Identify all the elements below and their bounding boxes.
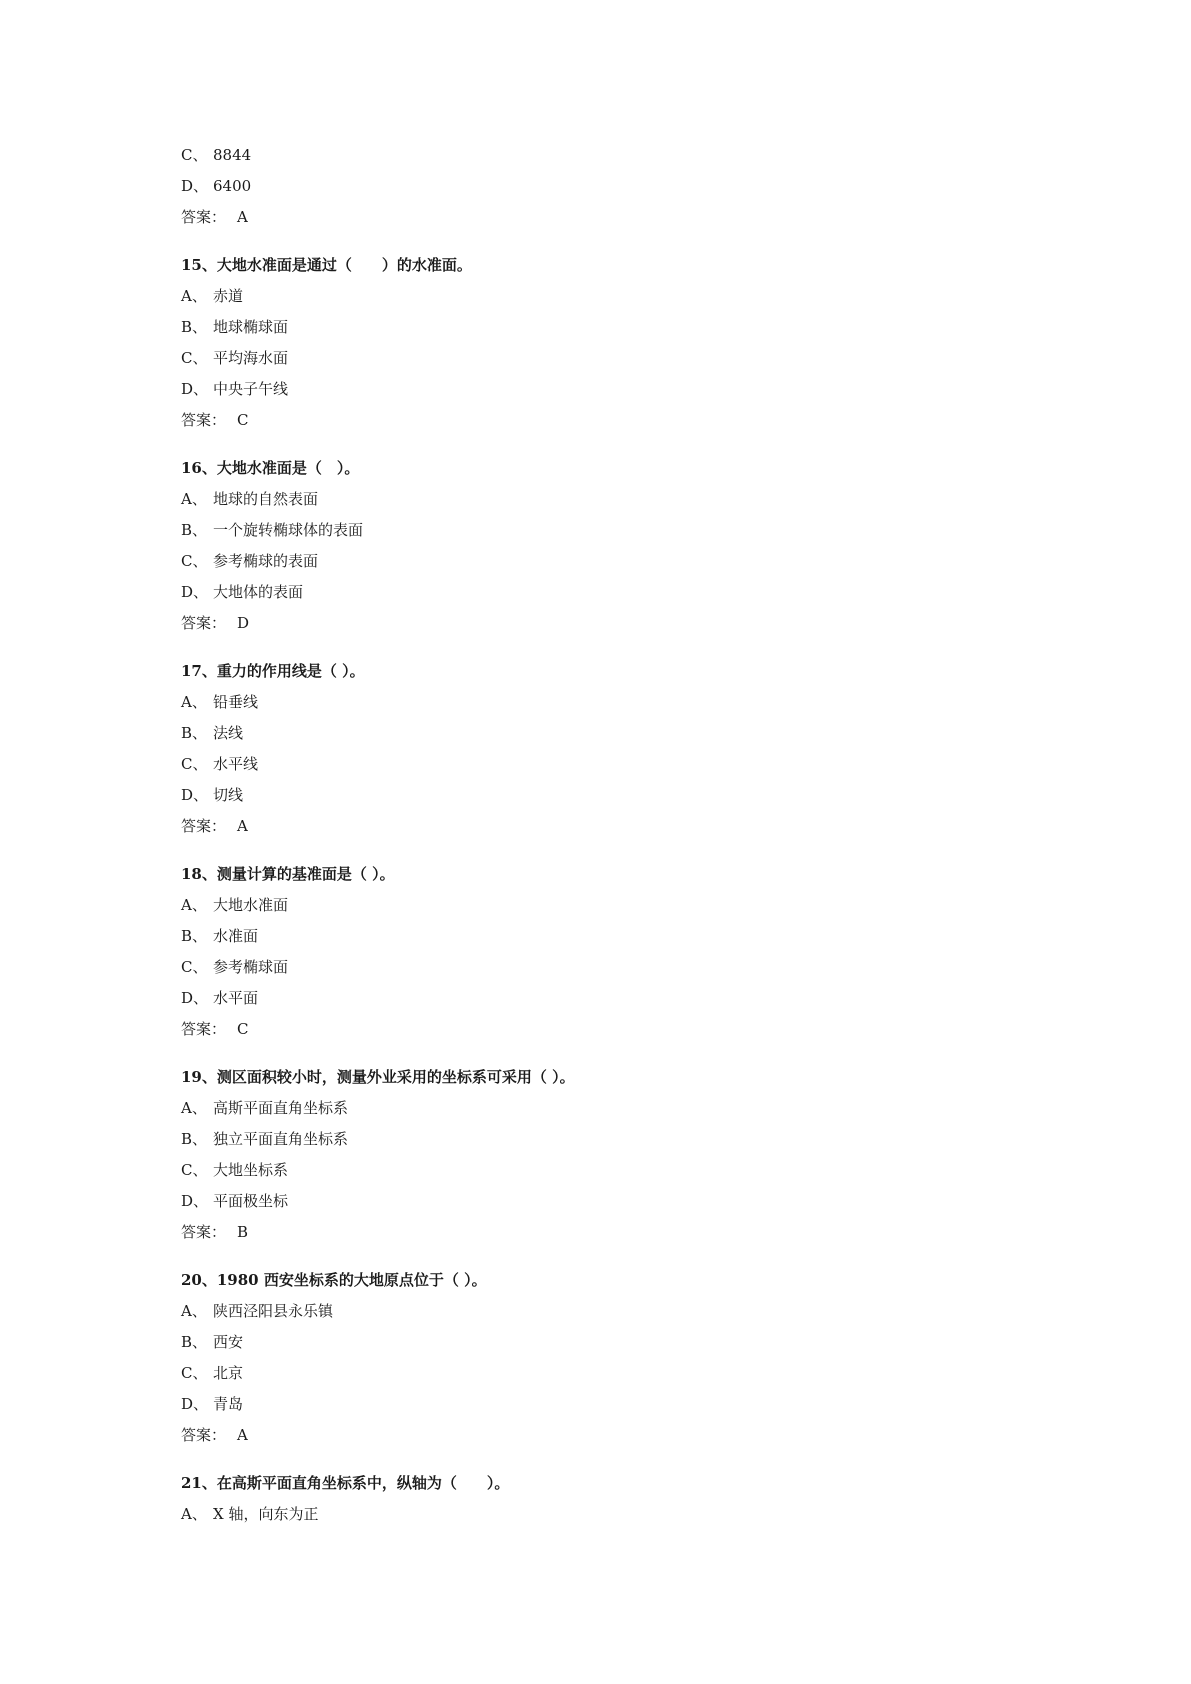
answer-line bbox=[181, 1420, 1081, 1451]
option-text: 切线 bbox=[213, 786, 244, 804]
answer-value: A bbox=[237, 208, 248, 226]
answer-line bbox=[181, 608, 1081, 639]
option-c bbox=[181, 546, 1081, 577]
option-text: 地球椭球面 bbox=[213, 318, 289, 336]
option-text: 6400 bbox=[213, 177, 252, 195]
option-text: 铅垂线 bbox=[213, 693, 259, 711]
answer-line bbox=[181, 811, 1081, 842]
question-20 bbox=[181, 1265, 1081, 1451]
option-a bbox=[181, 281, 1081, 312]
option-b bbox=[181, 1124, 1081, 1155]
option-a bbox=[181, 1296, 1081, 1327]
question-title: 15、大地水准面是通过（ ）的水准面。 bbox=[181, 256, 472, 274]
option-text: 法线 bbox=[213, 724, 244, 742]
option-letter: D、 bbox=[181, 177, 209, 195]
option-b bbox=[181, 515, 1081, 546]
answer-value: A bbox=[237, 817, 248, 835]
answer-label: 答案： bbox=[181, 1020, 227, 1038]
option-letter: B、 bbox=[181, 927, 208, 945]
answer-line bbox=[181, 405, 1081, 436]
answer-line bbox=[181, 1217, 1081, 1248]
option-c bbox=[181, 343, 1081, 374]
option-letter: C、 bbox=[181, 1161, 208, 1179]
option-letter: A、 bbox=[181, 693, 207, 711]
option-a bbox=[181, 484, 1081, 515]
answer-label: 答案： bbox=[181, 411, 227, 429]
option-d bbox=[181, 374, 1081, 405]
option-letter: A、 bbox=[181, 287, 207, 305]
question-21 bbox=[181, 1468, 1081, 1530]
option-letter: D、 bbox=[181, 583, 209, 601]
option-text: 8844 bbox=[213, 146, 252, 164]
option-letter: C、 bbox=[181, 958, 208, 976]
answer-line bbox=[181, 202, 1081, 233]
option-d bbox=[181, 577, 1081, 608]
question-19 bbox=[181, 1062, 1081, 1248]
option-letter: B、 bbox=[181, 1333, 208, 1351]
option-letter: C、 bbox=[181, 755, 208, 773]
question-18 bbox=[181, 859, 1081, 1045]
answer-label: 答案： bbox=[181, 208, 227, 226]
option-text: 大地水准面 bbox=[213, 896, 289, 914]
option-letter: C、 bbox=[181, 1364, 208, 1382]
option-letter: C、 bbox=[181, 146, 208, 164]
option-text: 高斯平面直角坐标系 bbox=[213, 1099, 349, 1117]
option-a bbox=[181, 890, 1081, 921]
option-letter: A、 bbox=[181, 1099, 207, 1117]
option-text: X 轴，向东为正 bbox=[213, 1505, 319, 1523]
question-16 bbox=[181, 453, 1081, 639]
option-text: 北京 bbox=[213, 1364, 244, 1382]
answer-value: C bbox=[237, 1020, 249, 1038]
option-c bbox=[181, 952, 1081, 983]
option-letter: B、 bbox=[181, 1130, 208, 1148]
answer-value: D bbox=[237, 614, 250, 632]
answer-value: A bbox=[237, 1426, 248, 1444]
option-d bbox=[181, 1389, 1081, 1420]
option-text: 水平线 bbox=[213, 755, 259, 773]
option-text: 参考椭球的表面 bbox=[213, 552, 319, 570]
option-text: 中央子午线 bbox=[213, 380, 289, 398]
question-title: 16、大地水准面是（ ）。 bbox=[181, 459, 360, 477]
option-text: 赤道 bbox=[213, 287, 244, 305]
question-title: 20、1980 西安坐标系的大地原点位于（ ）。 bbox=[181, 1271, 487, 1289]
option-a bbox=[181, 1499, 1081, 1530]
option-letter: D、 bbox=[181, 380, 209, 398]
option-letter: D、 bbox=[181, 1192, 209, 1210]
option-a bbox=[181, 687, 1081, 718]
option-text: 一个旋转椭球体的表面 bbox=[213, 521, 364, 539]
option-text: 大地坐标系 bbox=[213, 1161, 289, 1179]
option-d bbox=[181, 780, 1081, 811]
question-title: 17、重力的作用线是（ ）。 bbox=[181, 662, 365, 680]
option-text: 平面极坐标 bbox=[213, 1192, 289, 1210]
option-letter: A、 bbox=[181, 1505, 207, 1523]
option-letter: A、 bbox=[181, 1302, 207, 1320]
document-page bbox=[181, 140, 1081, 1530]
option-c bbox=[181, 1155, 1081, 1186]
question-title: 21、在高斯平面直角坐标系中，纵轴为（ ）。 bbox=[181, 1474, 510, 1492]
option-text: 青岛 bbox=[213, 1395, 244, 1413]
answer-label: 答案： bbox=[181, 1223, 227, 1241]
option-d bbox=[181, 1186, 1081, 1217]
option-c bbox=[181, 749, 1081, 780]
option-b bbox=[181, 1327, 1081, 1358]
option-text: 水平面 bbox=[213, 989, 259, 1007]
option-b bbox=[181, 718, 1081, 749]
option-text: 西安 bbox=[213, 1333, 244, 1351]
option-letter: C、 bbox=[181, 552, 208, 570]
option-text: 平均海水面 bbox=[213, 349, 289, 367]
question-14-fragment bbox=[181, 140, 1081, 233]
answer-label: 答案： bbox=[181, 614, 227, 632]
option-letter: D、 bbox=[181, 1395, 209, 1413]
answer-line bbox=[181, 1014, 1081, 1045]
option-letter: C、 bbox=[181, 349, 208, 367]
answer-label: 答案： bbox=[181, 817, 227, 835]
option-c bbox=[181, 1358, 1081, 1389]
question-title: 19、测区面积较小时，测量外业采用的坐标系可采用（ ）。 bbox=[181, 1068, 575, 1086]
question-title: 18、测量计算的基准面是（ ）。 bbox=[181, 865, 395, 883]
option-text: 地球的自然表面 bbox=[213, 490, 319, 508]
question-15 bbox=[181, 250, 1081, 436]
option-letter: D、 bbox=[181, 989, 209, 1007]
question-17 bbox=[181, 656, 1081, 842]
option-text: 陕西泾阳县永乐镇 bbox=[213, 1302, 334, 1320]
option-b bbox=[181, 312, 1081, 343]
option-letter: A、 bbox=[181, 490, 207, 508]
option-letter: B、 bbox=[181, 724, 208, 742]
option-letter: A、 bbox=[181, 896, 207, 914]
option-text: 独立平面直角坐标系 bbox=[213, 1130, 349, 1148]
answer-label: 答案： bbox=[181, 1426, 227, 1444]
answer-value: C bbox=[237, 411, 249, 429]
option-d bbox=[181, 983, 1081, 1014]
option-b bbox=[181, 921, 1081, 952]
option-d bbox=[181, 171, 1081, 202]
option-letter: B、 bbox=[181, 318, 208, 336]
option-text: 参考椭球面 bbox=[213, 958, 289, 976]
option-a bbox=[181, 1093, 1081, 1124]
option-letter: D、 bbox=[181, 786, 209, 804]
option-c bbox=[181, 140, 1081, 171]
answer-value: B bbox=[237, 1223, 249, 1241]
option-text: 大地体的表面 bbox=[213, 583, 304, 601]
option-letter: B、 bbox=[181, 521, 208, 539]
option-text: 水准面 bbox=[213, 927, 259, 945]
